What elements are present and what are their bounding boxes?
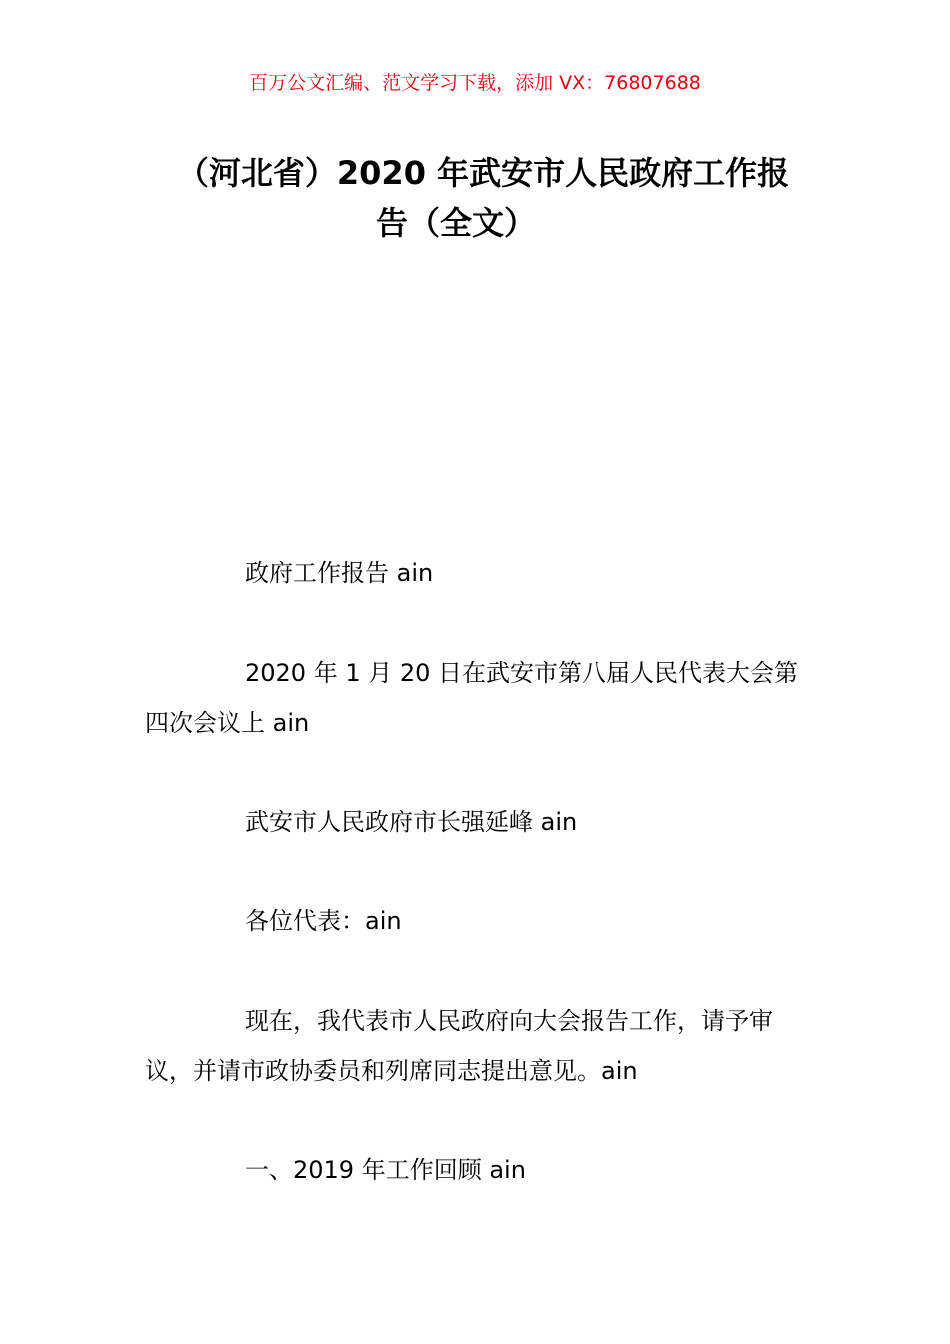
page-title [145, 148, 807, 248]
title-line-1: （河北省）2020 年武安市人民政府工作报 [176, 154, 790, 192]
paragraph-section-one: 一、2019 年工作回顾 ain [245, 1156, 526, 1184]
paragraph-report-heading: 政府工作报告 ain [245, 559, 434, 587]
paragraph-salutation: 各位代表：ain [245, 907, 402, 935]
header-note: 百万公文汇编、范文学习下载，添加 VX：76807688 [249, 72, 701, 94]
paragraph-meeting-info: 2020 年 1 月 20 日在武安市第八届人民代表大会第四次会议上 ain [145, 659, 799, 737]
paragraph-intro: 现在，我代表市人民政府向大会报告工作，请予审议，并请市政协委员和列席同志提出意见。ain [145, 1007, 773, 1085]
paragraph-mayor: 武安市人民政府市长强延峰 ain [245, 808, 578, 836]
title-line-2: 告（全文） [375, 204, 536, 242]
